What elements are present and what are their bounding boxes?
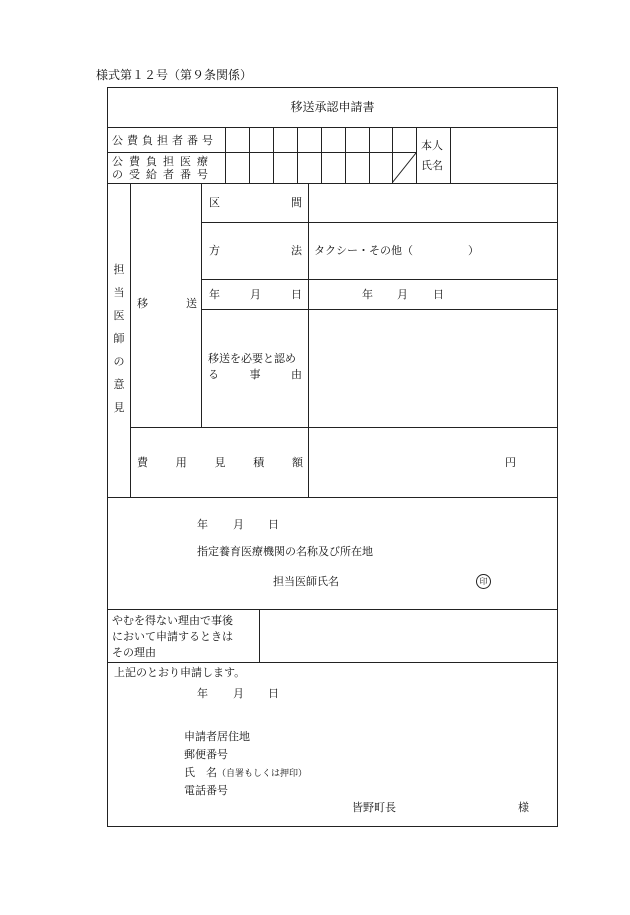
late-reason-1: やむを得ない理由で事後 [112, 614, 233, 627]
institution-label: 指定養育医療機関の名称及び所在地 [197, 545, 373, 558]
addressee: 皆野町長 [352, 801, 396, 814]
method-label: 方 法 [209, 244, 302, 257]
doctor-name-label: 担当医師氏名 [273, 575, 339, 588]
doctor-opinion-label: 担 当 医 師 の 意 見 [113, 263, 125, 414]
late-reason-2: において申請するときは [112, 630, 233, 643]
recipient-label-1: 公費負担医療 [112, 155, 214, 168]
name-label-2: 氏名 [421, 159, 443, 172]
date-label: 年 月 日 [209, 288, 302, 301]
applicant-address-label: 申請者居住地 [184, 730, 250, 743]
method-value: タクシー・その他（ ） [314, 244, 479, 257]
application-statement: 上記のとおり申請します。 [114, 666, 246, 679]
name-label-1: 本人 [421, 139, 443, 152]
late-reason-3: その理由 [112, 646, 156, 659]
sign-year: 年 [197, 518, 208, 531]
date-day: 日 [433, 288, 444, 301]
app-month: 月 [233, 687, 244, 700]
recipient-label-2: の受給者番号 [112, 168, 214, 181]
form-number: 様式第１２号（第９条関係） [96, 68, 253, 82]
payer-number-label: 公費負担者番号 [112, 134, 217, 147]
section-label: 区 間 [209, 196, 302, 209]
cost-label: 費 用 見 積 額 [137, 456, 303, 469]
form-title: 移送承認申請書 [290, 100, 375, 114]
sign-day: 日 [268, 518, 279, 531]
transport-label: 移 送 [137, 297, 197, 310]
sign-month: 月 [233, 518, 244, 531]
cost-unit: 円 [505, 456, 516, 469]
date-year: 年 [362, 288, 373, 301]
date-month: 月 [397, 288, 408, 301]
seal-mark: 印 [476, 574, 491, 589]
app-day: 日 [268, 687, 279, 700]
honorific: 様 [518, 801, 529, 814]
app-year: 年 [197, 687, 208, 700]
postal-code-label: 郵便番号 [184, 748, 228, 761]
applicant-name-label: 氏 名（自署もしくは押印） [184, 766, 308, 779]
diagonal-slash [392, 153, 416, 183]
reason-label-2: る 事 由 [208, 368, 302, 381]
reason-label-1: 移送を必要と認め [208, 352, 296, 365]
phone-label: 電話番号 [184, 784, 228, 797]
